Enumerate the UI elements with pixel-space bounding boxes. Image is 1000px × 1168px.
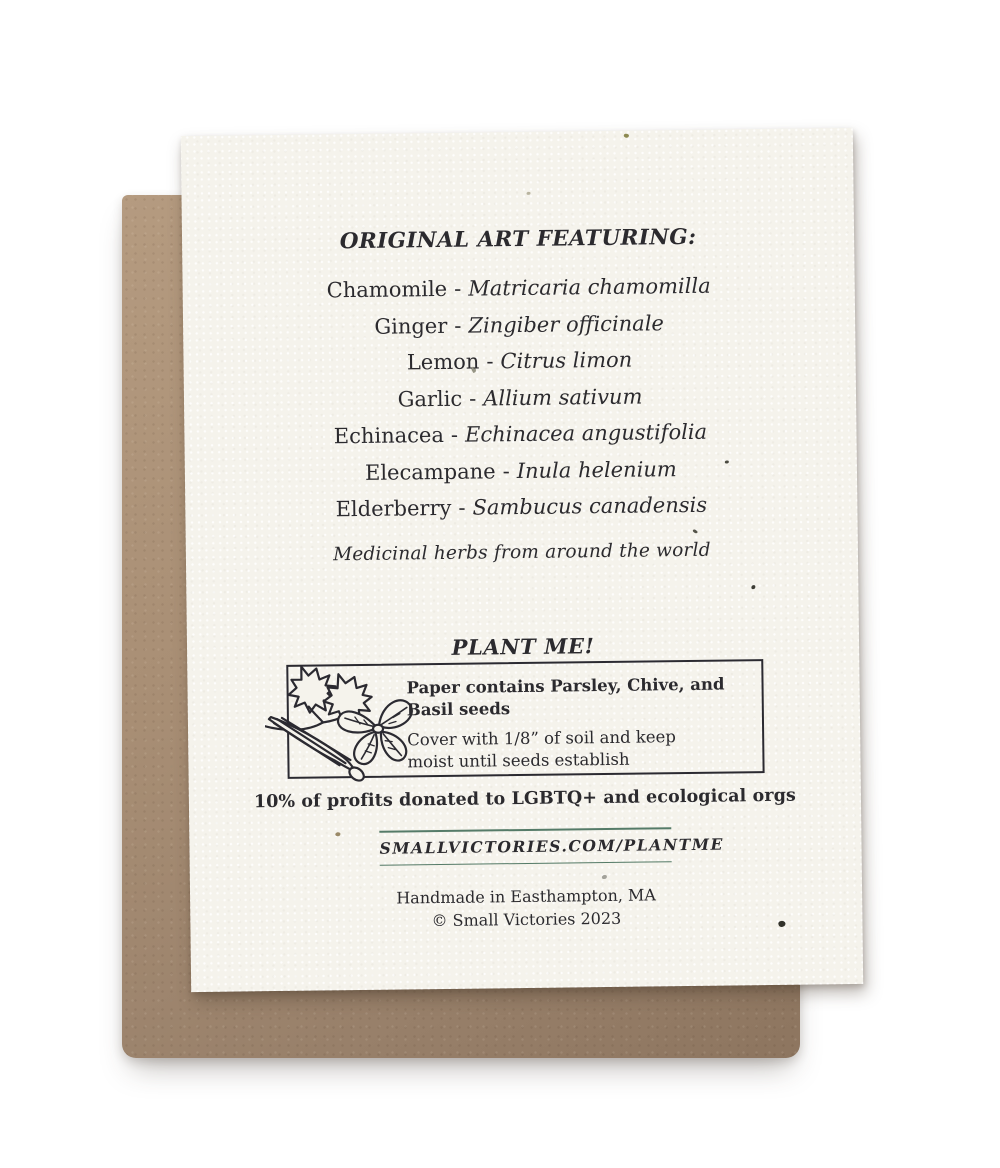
- dash-separator: -: [486, 349, 494, 374]
- dash-separator: -: [502, 458, 510, 483]
- seed-speck: [335, 832, 341, 837]
- seed-speck: [692, 529, 698, 534]
- herb-latin: Allium sativum: [483, 384, 643, 411]
- card-title: ORIGINAL ART FEATURING:: [339, 224, 697, 255]
- herb-line-elderberry: [185, 485, 857, 530]
- herb-common: Lemon: [406, 349, 480, 375]
- herb-latin: Matricaria chamomilla: [468, 273, 711, 301]
- herb-common: Garlic: [397, 386, 463, 412]
- seed-speck: [623, 133, 629, 139]
- website-url: SMALLVICTORIES.COM/PLANTME: [379, 834, 725, 858]
- seed-paper-card-back: [181, 128, 863, 992]
- donation-statement: 10% of profits donated to LGBTQ+ and ecological orgs: [253, 785, 797, 813]
- herb-common: Chamomile: [326, 277, 448, 303]
- dash-separator: -: [454, 313, 462, 338]
- plant-me-heading: PLANT ME!: [451, 633, 595, 660]
- herb-common: Echinacea: [333, 423, 445, 449]
- herb-latin: Sambucus canadensis: [472, 492, 708, 520]
- dash-separator: -: [458, 495, 466, 521]
- herb-latin: Inula helenium: [516, 456, 677, 483]
- herb-common: Ginger: [374, 313, 448, 339]
- herb-common: Elecampane: [364, 459, 496, 485]
- herb-latin: Citrus limon: [500, 347, 633, 374]
- seed-contents-line: Paper contains Parsley, Chive, and Basil seeds: [406, 674, 725, 720]
- seed-speck: [751, 585, 755, 589]
- website-block: [379, 827, 725, 866]
- planting-info-text: [406, 673, 755, 773]
- card-subtitle: Medicinal herbs from around the world: [333, 539, 711, 566]
- planting-instructions: Cover with 1/8” of soil and keep moist until seeds establish: [407, 727, 677, 772]
- dash-separator: -: [450, 423, 459, 448]
- herbs-illustration: [264, 655, 416, 797]
- footer-copyright: © Small Victories 2023: [431, 908, 622, 930]
- herb-list: [182, 266, 857, 530]
- herb-latin: Zingiber officinale: [468, 310, 665, 338]
- herb-latin: Echinacea angustifolia: [464, 419, 708, 447]
- seed-speck: [527, 192, 531, 195]
- herb-common: Elderberry: [335, 496, 452, 522]
- dash-separator: -: [454, 276, 462, 302]
- seed-speck: [602, 875, 607, 879]
- dash-separator: -: [468, 386, 477, 411]
- footer-handmade: Handmade in Easthampton, MA: [396, 885, 657, 908]
- card-footer: [190, 882, 862, 935]
- planting-info-box: [286, 659, 764, 779]
